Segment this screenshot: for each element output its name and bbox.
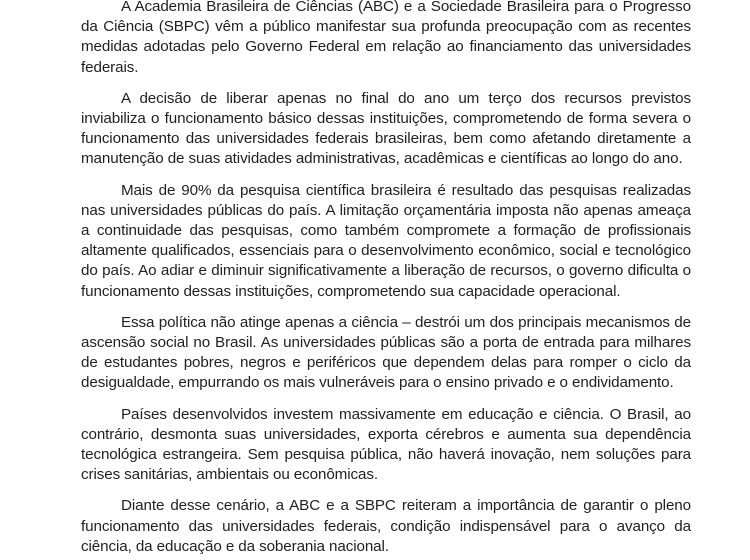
document-body [81, 0, 691, 557]
paragraph-5: Países desenvolvidos investem massivamente em educação e ciência. O Brasil, ao contrário, desmonta suas universidades, exporta cérebros e aumenta sua dependência tecnológica estrangeira. Sem pesquisa pública, não haverá inovação, nem soluções para crises sanitárias, ambientais ou econômicas. [81, 405, 691, 484]
paragraph-2: A decisão de liberar apenas no final do ano um terço dos recursos previstos inviabiliza o funcionamento básico dessas instituições, comprometendo de forma severa o funcionamento das universidades federais brasileiras, bem como afetando diretamente a manutenção de suas atividades administrativas, acadêmicas e científicas ao longo do ano. [81, 89, 691, 168]
paragraph-3: Mais de 90% da pesquisa científica brasileira é resultado das pesquisas realizadas nas universidades públicas do país. A limitação orçamentária imposta não apenas ameaça a continuidade das pesquisas, como também compromete a formação de profissionais altamente qualificados, essenciais para o desenvolvimento econômico, social e tecnológico do país. Ao adiar e diminuir significativamente a liberação de recursos, o governo dificulta o funcionamento dessas instituições, comprometendo sua capacidade operacional. [81, 181, 691, 300]
paragraph-6: Diante desse cenário, a ABC e a SBPC reiteram a importância de garantir o pleno funcionamento das universidades federais, condição indispensável para o avanço da ciência, da educação e da soberania nacional. [81, 497, 691, 555]
paragraph-4: Essa política não atinge apenas a ciência – destrói um dos principais mecanismos de ascensão social no Brasil. As universidades públicas são a porta de entrada para milhares de estudantes pobres, negros e periféricos que dependem delas para romper o ciclo da desigualdade, empurrando os mais vulneráveis para o ensino privado e o endividamento. [81, 313, 691, 392]
paragraph-1: A Academia Brasileira de Ciências (ABC) e a Sociedade Brasileira para o Progresso da Ciência (SBPC) vêm a público manifestar sua profunda preocupação com as recentes medidas adotadas pelo Governo Federal em relação ao financiamento das universidades federais. [81, 0, 691, 76]
